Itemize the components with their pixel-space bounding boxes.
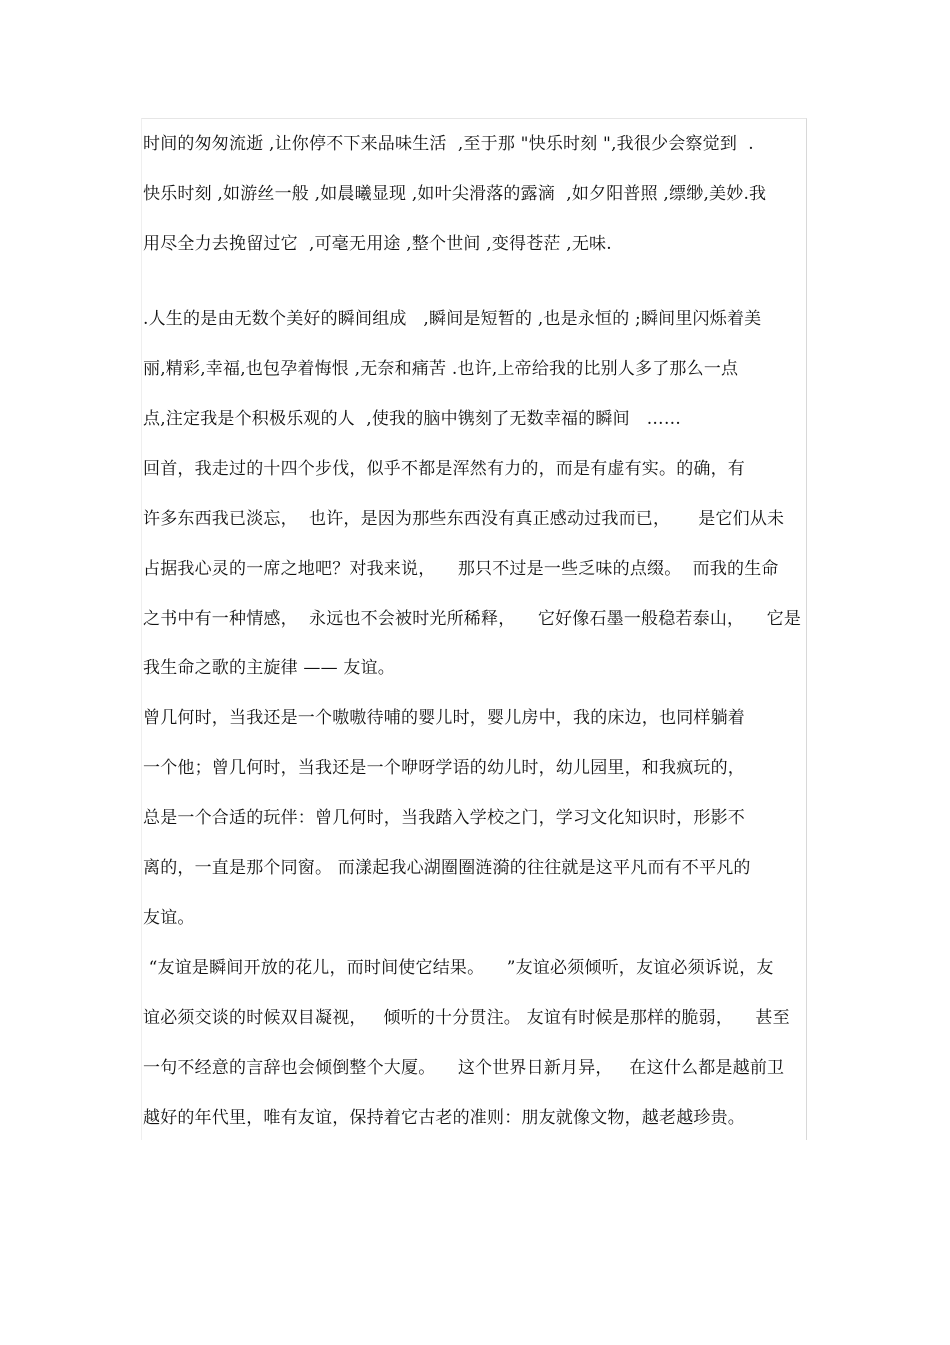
text-line: 谊必须交谈的时候双目凝视， 倾听的十分贯注。 友谊有时候是那样的脆弱， 甚至 [143, 1008, 790, 1028]
text-line: 曾几何时，当我还是一个嗷嗷待哺的婴儿时，婴儿房中，我的床边，也同样躺着 [143, 708, 745, 728]
text-line: 快乐时刻 ,如游丝一般 ,如晨曦显现 ,如叶尖滑落的露滴 ,如夕阳普照 ,缥缈,美妙.我 [143, 184, 767, 204]
text-line: 丽,精彩,幸福,也包孕着悔恨 ,无奈和痛苦 .也许,上帝给我的比别人多了那么一点 [143, 359, 739, 379]
text-line: 之书中有一种情感， 永远也不会被时光所稀释， 它好像石墨一般稳若泰山， 它是 [143, 609, 802, 629]
text-line: 占据我心灵的一席之地吧？对我来说， 那只不过是一些乏味的点缀。 而我的生命 [143, 559, 779, 579]
text-line: 时间的匆匆流逝 ,让你停不下来品味生活 ,至于那 "快乐时刻 ",我很少会察觉到 . [143, 134, 754, 154]
text-line: 一句不经意的言辞也会倾倒整个大厦。 这个世界日新月异， 在这什么都是越前卫 [143, 1058, 785, 1078]
text-line: .人生的是由无数个美好的瞬间组成 ,瞬间是短暂的 ,也是永恒的 ;瞬间里闪烁着美 [143, 309, 762, 329]
text-line: 越好的年代里，唯有友谊，保持着它古老的准则：朋友就像文物，越老越珍贵。 [143, 1108, 745, 1128]
text-line: 许多东西我已淡忘， 也许，是因为那些东西没有真正感动过我而已， 是它们从未 [143, 509, 785, 529]
text-line: 总是一个合适的玩伴：曾几何时，当我踏入学校之门，学习文化知识时，形影不 [143, 808, 745, 828]
text-line: 点,注定我是个积极乐观的人 ,使我的脑中镌刻了无数幸福的瞬间 …… [143, 409, 682, 429]
text-line: 一个他；曾几何时，当我还是一个咿呀学语的幼儿时，幼儿园里，和我疯玩的， [143, 758, 745, 778]
text-line: 回首，我走过的十四个步伐，似乎不都是浑然有力的，而是有虚有实。的确，有 [143, 459, 745, 479]
text-line: 离的，一直是那个同窗。 而漾起我心湖圈圈涟漪的往往就是这平凡而有不平凡的 [143, 858, 751, 878]
text-line: 友谊。 [143, 908, 195, 928]
text-line: 用尽全力去挽留过它 ,可毫无用途 ,整个世间 ,变得苍茫 ,无味. [143, 234, 612, 254]
text-line: “友谊是瞬间开放的花儿，而时间使它结果。 ”友谊必须倾听，友谊必须诉说，友 [143, 958, 774, 978]
text-line: 我生命之歌的主旋律 —— 友谊。 [143, 658, 396, 678]
